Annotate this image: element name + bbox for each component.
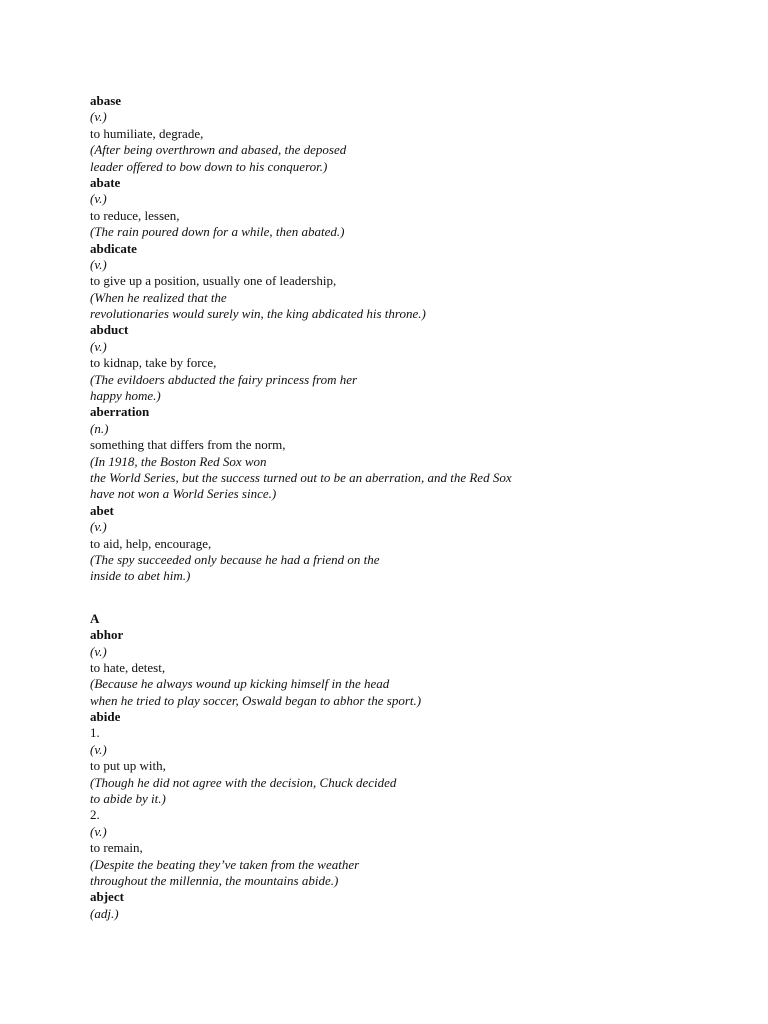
document-page	[90, 93, 730, 922]
entry-term: abide	[90, 709, 121, 725]
example-sentence: (The rain poured down for a while, then abated.)	[90, 224, 345, 240]
example-sentence: the World Series, but the success turned out to be an aberration, and the Red Sox	[90, 469, 512, 485]
example-sentence: (When he realized that the	[90, 289, 227, 305]
entry-term: abduct	[90, 322, 129, 338]
section-letter: A	[90, 610, 100, 626]
example-sentence: (The spy succeeded only because he had a friend on the	[90, 551, 380, 567]
definition: to aid, help, encourage,	[90, 535, 212, 551]
example-sentence: (Because he always wound up kicking himself in the head	[90, 676, 390, 692]
definition: to kidnap, take by force,	[90, 355, 217, 371]
entry-term: abase	[90, 93, 122, 108]
entry-term: abate	[90, 174, 121, 190]
example-sentence: leader offered to bow down to his conqueror.)	[90, 158, 328, 174]
example-sentence: revolutionaries would surely win, the king abdicated his throne.)	[90, 306, 426, 322]
example-sentence: inside to abet him.)	[90, 568, 191, 584]
definition: something that differs from the norm,	[90, 437, 286, 453]
definition: to humiliate, degrade,	[90, 125, 204, 141]
part-of-speech: (n.)	[90, 420, 109, 436]
example-sentence: happy home.)	[90, 388, 161, 404]
part-of-speech: (v.)	[90, 519, 107, 535]
entry-term: aberration	[90, 404, 150, 420]
example-sentence: throughout the millennia, the mountains abide.)	[90, 872, 339, 888]
example-sentence: when he tried to play soccer, Oswald began to abhor the sport.)	[90, 692, 422, 708]
entry-term: abject	[90, 889, 124, 905]
part-of-speech: (v.)	[90, 191, 107, 207]
part-of-speech: (v.)	[90, 643, 107, 659]
definition: to give up a position, usually one of leadership,	[90, 273, 337, 289]
entry-term: abhor	[90, 627, 124, 643]
part-of-speech: (adj.)	[90, 905, 119, 921]
definition: to remain,	[90, 840, 143, 856]
example-sentence: to abide by it.)	[90, 791, 166, 807]
definition: to reduce, lessen,	[90, 207, 180, 223]
definition: to put up with,	[90, 758, 166, 774]
part-of-speech: (v.)	[90, 823, 107, 839]
part-of-speech: (v.)	[90, 338, 107, 354]
part-of-speech: (v.)	[90, 256, 107, 272]
part-of-speech: (v.)	[90, 741, 107, 757]
example-sentence: (In 1918, the Boston Red Sox won	[90, 453, 267, 469]
example-sentence: (After being overthrown and abased, the deposed	[90, 142, 347, 158]
entry-term: abdicate	[90, 240, 137, 256]
sense-number: 1.	[90, 725, 100, 741]
example-sentence: (Though he did not agree with the decision, Chuck decided	[90, 774, 397, 790]
definition: to hate, detest,	[90, 659, 166, 675]
example-sentence: have not won a World Series since.)	[90, 486, 277, 502]
sense-number: 2.	[90, 807, 100, 823]
section-gap	[90, 585, 730, 611]
part-of-speech: (v.)	[90, 109, 107, 125]
entry-term: abet	[90, 502, 114, 518]
example-sentence: (Despite the beating they’ve taken from the weather	[90, 856, 360, 872]
example-sentence: (The evildoers abducted the fairy princess from her	[90, 371, 358, 387]
